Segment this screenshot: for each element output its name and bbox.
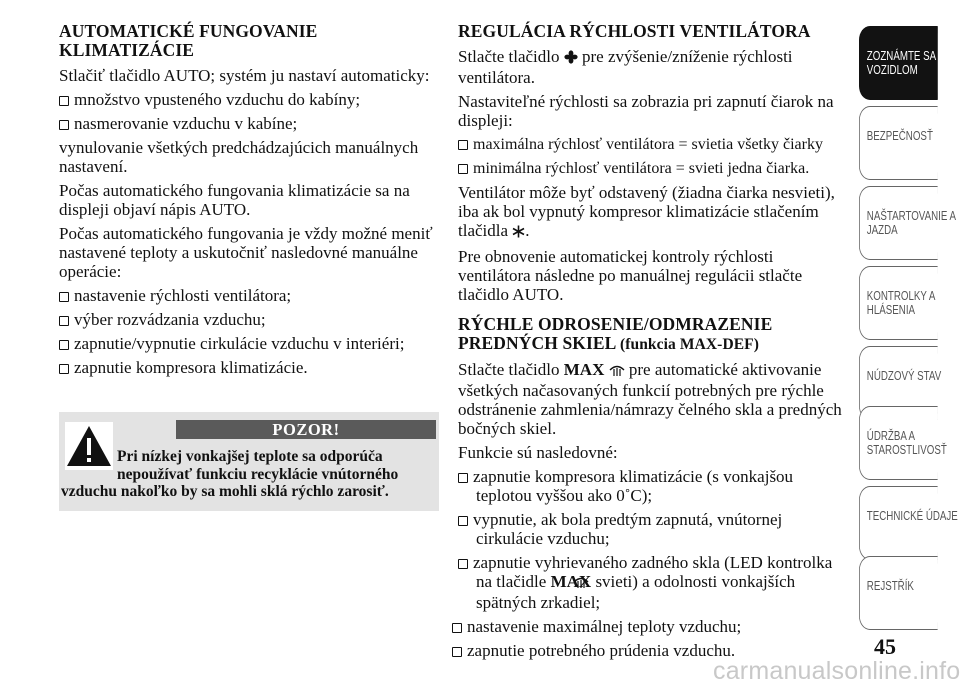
- checkbox-bullet-icon: [458, 140, 468, 150]
- list-item: [452, 617, 848, 636]
- paragraph: Nastaviteľné rýchlosti sa zobrazia pri zapnutí čiarok na displeji:: [458, 92, 834, 130]
- checkbox-bullet-icon: [59, 292, 69, 302]
- warning-line: Pri nízkej vonkajšej teplote sa odporúča: [117, 448, 383, 465]
- tab-vehicle-intro[interactable]: [859, 26, 945, 100]
- list-item-text: zapnutie kompresora klimatizácie.: [74, 358, 308, 377]
- list-item-text: zapnutie/vypnutie cirkulácie vzduchu v interiéri;: [74, 334, 405, 353]
- heading-line: PREDNÝCH SKIEL: [458, 333, 616, 353]
- list-item-text: zapnutie kompresora klimatizácie (s vonkajšou teplotou vyššou ako 0˚C);: [473, 467, 794, 505]
- paragraph: Stlačiť tlačidlo AUTO; systém ju nastaví automaticky:: [59, 66, 430, 85]
- paragraph: [458, 360, 848, 438]
- paragraph: vynulovanie všetkých predchádzajúcich manuálnych nastavení.: [59, 138, 419, 176]
- list-item-text: vypnutie, ak bola predtým zapnutá, vnútornej cirkulácie vzduchu;: [473, 510, 783, 548]
- list-item: [59, 90, 435, 109]
- checkbox-bullet-icon: [59, 316, 69, 326]
- checkbox-bullet-icon: [458, 516, 468, 526]
- tab-label: BEZPEČNOSŤ: [866, 129, 933, 143]
- max-label: MAX: [563, 360, 605, 379]
- section-heading-defrost: [458, 315, 848, 354]
- tab-safety[interactable]: [859, 106, 938, 180]
- watermark: carmanualsonline.info: [713, 657, 960, 685]
- tab-label: TECHNICKÉ ÚDAJE: [866, 509, 958, 523]
- checkbox-bullet-icon: [59, 120, 69, 130]
- list-item-text: zapnutie vyhrievaného zadného skla (LED kontrolka na tlačidle: [473, 553, 833, 591]
- list-item-text: nasmerovanie vzduchu v kabíne;: [74, 114, 298, 133]
- tab-label: ZOZNÁMTE SA S VOZIDLOM: [866, 49, 945, 77]
- paragraph: Pre obnovenie automatickej kontroly rýchlosti ventilátora následne po manuálnej regulácii stlačte tlačidlo AUTO.: [458, 247, 803, 304]
- checkbox-bullet-icon: [59, 96, 69, 106]
- list-item: [59, 310, 435, 329]
- list-item: [458, 510, 848, 548]
- checkbox-bullet-icon: [452, 647, 462, 657]
- heading-line: RÝCHLE ODROSENIE/ODMRAZENIE: [458, 314, 773, 334]
- warning-line: nepoužívať funkciu recyklácie vnútorného: [117, 465, 399, 483]
- checkbox-bullet-icon: [59, 364, 69, 374]
- tab-index[interactable]: [859, 556, 938, 630]
- tab-label: NAŠTARTOVANIE A JAZDA: [866, 209, 956, 237]
- tab-warning-lights[interactable]: [859, 266, 938, 340]
- right-column: [458, 22, 848, 665]
- checkbox-bullet-icon: [458, 473, 468, 483]
- section-heading-fan: REGULÁCIA RÝCHLOSTI VENTILÁTORA: [458, 21, 811, 41]
- tab-label: KONTROLKY A HLÁSENIA: [866, 289, 935, 317]
- checkbox-bullet-icon: [458, 559, 468, 569]
- page-number: 45: [874, 634, 896, 659]
- paragraph: [458, 47, 848, 87]
- list-item: [458, 159, 848, 178]
- paragraph: Počas automatického fungovania klimatizácie sa na displeji objaví nápis AUTO.: [59, 181, 410, 219]
- list-item: [458, 135, 848, 154]
- heading-line: AUTOMATICKÉ FUNGOVANIE: [59, 21, 318, 41]
- list-item-text: nastavenie maximálnej teploty vzduchu;: [467, 617, 742, 636]
- checkbox-bullet-icon: [452, 623, 462, 633]
- warning-line: vzduchu nakoľko by sa mohli sklá rýchlo zarosiť.: [61, 483, 389, 500]
- paragraph: [458, 183, 848, 242]
- tab-label: ÚDRŽBA A STAROSTLIVOSŤ: [866, 429, 947, 457]
- checkbox-bullet-icon: [458, 164, 468, 174]
- list-item-text: zapnutie potrebného prúdenia vzduchu.: [467, 641, 736, 660]
- list-item: [59, 334, 435, 353]
- list-item-text: množstvo vpusteného vzduchu do kabíny;: [74, 90, 361, 109]
- text: Stlačte tlačidlo: [458, 360, 560, 379]
- tab-maintenance[interactable]: [859, 406, 947, 480]
- heading-line: KLIMATIZÁCIE: [59, 40, 195, 60]
- checkbox-bullet-icon: [59, 340, 69, 350]
- list-item-text: minimálna rýchlosť ventilátora = svieti jedna čiarka.: [473, 160, 810, 177]
- left-column: [59, 22, 435, 382]
- tab-label: NÚDZOVÝ STAV: [866, 369, 942, 383]
- list-item-text: maximálna rýchlosť ventilátora = svietia všetky čiarky: [473, 136, 823, 153]
- list-item-text: nastavenie rýchlosti ventilátora;: [74, 286, 292, 305]
- max-label: MAX: [550, 572, 592, 591]
- list-item-text: svieti) a odolnosti vonkajších spätných zrkadiel;: [476, 572, 796, 612]
- paragraph: Funkcie sú nasledovné:: [458, 443, 618, 462]
- tab-label: REJSTŘÍK: [866, 579, 914, 593]
- paragraph: Počas automatického fungovania je vždy možné meniť nastavené teploty a uskutočniť nasledovné manuálne operácie:: [59, 224, 433, 281]
- list-item: [59, 114, 435, 133]
- fan-icon: [564, 49, 578, 68]
- tab-technical-data[interactable]: [859, 486, 958, 560]
- tab-starting-driving[interactable]: [859, 186, 956, 260]
- list-item: [458, 467, 848, 505]
- text: pre zvýšenie/zníženie rýchlosti ventilátora.: [458, 47, 793, 87]
- defrost-icon: [609, 362, 625, 381]
- list-item: [458, 553, 848, 612]
- warning-text: [59, 448, 437, 501]
- text: Ventilátor môže byť odstavený (žiadna čiarka nesvieti), iba ak bol vypnutý kompresor klimatizácie stlačením tlačidla: [458, 183, 835, 240]
- heading-sub: (funkcia MAX-DEF): [619, 336, 760, 353]
- list-item: [59, 286, 435, 305]
- warning-title: POZOR!: [176, 420, 436, 439]
- snowflake-icon: [512, 223, 525, 242]
- section-heading-auto: [59, 22, 435, 60]
- text: Stlačte tlačidlo: [458, 47, 560, 66]
- list-item: [59, 358, 435, 377]
- text: pre automatické aktivovanie všetkých načasovaných funkcií potrebných pre rýchle odstránenie zahmlenia/námrazy čelného skla a predných bočných skiel.: [458, 360, 842, 438]
- list-item-text: výber rozvádzania vzduchu;: [74, 310, 266, 329]
- warning-box: [59, 412, 439, 511]
- text: .: [525, 221, 530, 240]
